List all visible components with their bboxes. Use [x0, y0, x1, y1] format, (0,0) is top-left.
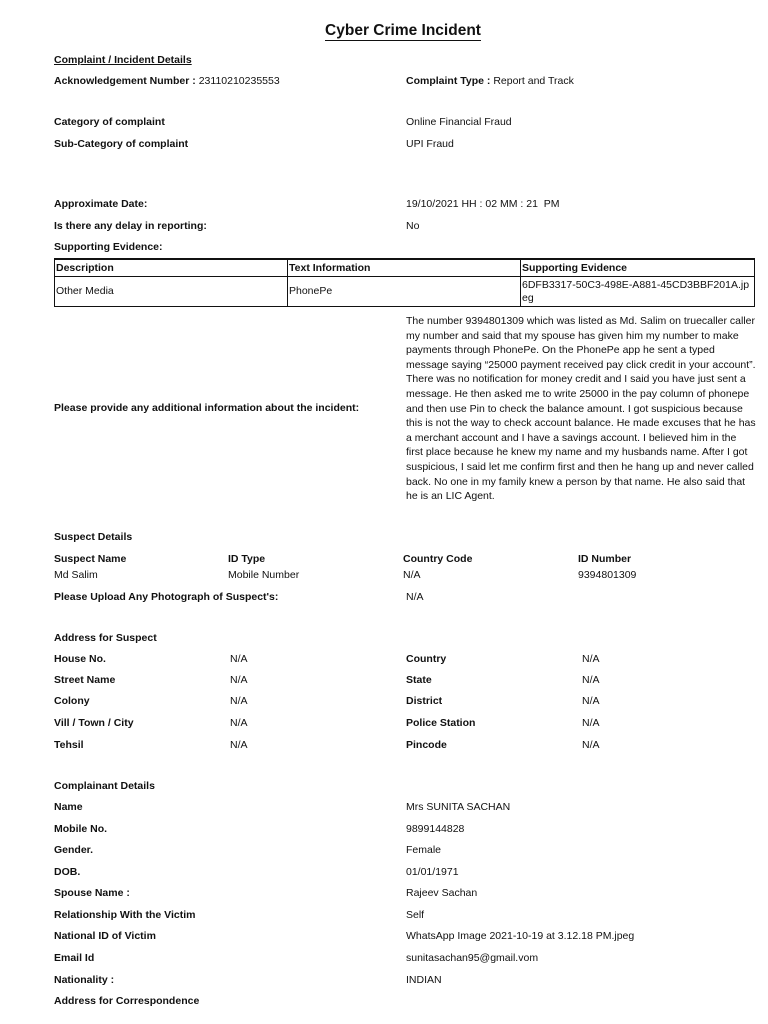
evidence-header-description: Description — [55, 259, 288, 277]
address-value: N/A — [230, 674, 248, 686]
evidence-table — [54, 258, 755, 307]
suspect-photo-label: Please Upload Any Photograph of Suspect's: — [54, 591, 279, 603]
complainant-value: sunitasachan95@gmail.vom — [406, 952, 539, 964]
complainant-value: Mrs SUNITA SACHAN — [406, 801, 511, 813]
address-value: N/A — [582, 674, 600, 686]
complainant-value: 9899144828 — [406, 823, 465, 835]
complainant-label: Mobile No. — [54, 823, 108, 835]
address-label: Colony — [54, 695, 90, 707]
address-label: Tehsil — [54, 739, 84, 751]
id-number-header: ID Number — [578, 553, 632, 565]
address-value: N/A — [230, 653, 248, 665]
approx-date-label: Approximate Date: — [54, 198, 148, 210]
additional-info-text: The number 9394801309 which was listed as Md. Salim on truecaller caller my number and said that my spouse has given him my number to make payments through PhonePe. On the PhonePe app he sent a typed message saying “25000 payment received pay click credit in your account”. There was no notification for money credit and I said you have just sent a message. He then asked me to write 25000 in the pay column of phonepe and then use Pin to check the balance amount. I got suspicious because this is not the way to check account balance. He made excuses that he has a merchant account and I have a savings account. I believed him in the first place because he knew my name and my husbands name. After I got suspicious, I said let me confirm first and then he hang up and never called back. No one in my family knew a person by that name. He also said that he is an LIC Agent. — [406, 315, 756, 503]
complainant-value: Self — [406, 909, 425, 921]
ack-number-label: Acknowledgement Number : — [54, 75, 196, 87]
evidence-header-text: Text Information — [288, 259, 521, 277]
evidence-text-info: PhonePe — [288, 277, 521, 307]
address-label: District — [406, 695, 443, 707]
evidence-file: 6DFB3317-50C3-498E-A881-45CD3BBF201A.jpeg — [521, 277, 755, 307]
address-value: N/A — [582, 653, 600, 665]
additional-info-label: Please provide any additional information about the incident: — [54, 402, 360, 414]
complainant-value: Female — [406, 844, 442, 856]
delay-value: No — [406, 220, 420, 232]
evidence-table-header — [55, 259, 755, 277]
address-label: Pincode — [406, 739, 447, 751]
complainant-value: INDIAN — [406, 974, 442, 986]
correspondence-address-label: Address for Correspondence — [54, 995, 200, 1007]
category-value: Online Financial Fraud — [406, 116, 512, 128]
evidence-table-row — [55, 277, 755, 307]
complainant-section-heading: Complainant Details — [54, 780, 155, 792]
category-label: Category of complaint — [54, 116, 165, 128]
suspect-photo-value: N/A — [406, 591, 424, 603]
suspect-name-header: Suspect Name — [54, 553, 127, 565]
address-label: State — [406, 674, 432, 686]
complainant-label: National ID of Victim — [54, 930, 156, 942]
address-label: Police Station — [406, 717, 476, 729]
address-value: N/A — [582, 739, 600, 751]
complaint-type-value: Report and Track — [493, 75, 574, 87]
id-type-header: ID Type — [228, 553, 266, 565]
suspect-section-heading: Suspect Details — [54, 531, 133, 543]
id-number-value: 9394801309 — [578, 569, 637, 581]
complainant-value: Rajeev Sachan — [406, 887, 478, 899]
address-value: N/A — [582, 695, 600, 707]
address-value: N/A — [230, 717, 248, 729]
supporting-evidence-label: Supporting Evidence: — [54, 241, 163, 253]
complainant-label: Relationship With the Victim — [54, 909, 196, 921]
complainant-label: DOB. — [54, 866, 81, 878]
complainant-label: Gender. — [54, 844, 94, 856]
complainant-label: Name — [54, 801, 83, 813]
subcategory-value: UPI Fraud — [406, 138, 454, 150]
address-label: House No. — [54, 653, 106, 665]
id-type-value: Mobile Number — [228, 569, 300, 581]
complaint-section-heading: Complaint / Incident Details — [54, 54, 192, 66]
document-title: Cyber Crime Incident — [325, 22, 481, 39]
evidence-description: Other Media — [55, 277, 288, 307]
complainant-label: Email Id — [54, 952, 95, 964]
address-label: Street Name — [54, 674, 116, 686]
suspect-name-value: Md Salim — [54, 569, 98, 581]
complainant-label: Nationality : — [54, 974, 115, 986]
address-value: N/A — [230, 695, 248, 707]
approx-date-value: 19/10/2021 HH : 02 MM : 21 PM — [406, 198, 560, 210]
complainant-value: 01/01/1971 — [406, 866, 459, 878]
complainant-value: WhatsApp Image 2021-10-19 at 3.12.18 PM.jpeg — [406, 930, 635, 942]
address-value: N/A — [230, 739, 248, 751]
ack-number-value: 23110210235553 — [198, 75, 280, 87]
address-value: N/A — [582, 717, 600, 729]
country-code-value: N/A — [403, 569, 421, 581]
delay-label: Is there any delay in reporting: — [54, 220, 207, 232]
address-label: Vill / Town / City — [54, 717, 134, 729]
ack-number-row — [54, 75, 280, 88]
complaint-type-row — [406, 75, 574, 88]
country-code-header: Country Code — [403, 553, 473, 565]
suspect-address-heading: Address for Suspect — [54, 632, 157, 644]
address-label: Country — [406, 653, 447, 665]
complainant-label: Spouse Name : — [54, 887, 130, 899]
subcategory-label: Sub-Category of complaint — [54, 138, 189, 150]
complaint-type-label: Complaint Type : — [406, 75, 491, 87]
evidence-header-evidence: Supporting Evidence — [521, 259, 755, 277]
